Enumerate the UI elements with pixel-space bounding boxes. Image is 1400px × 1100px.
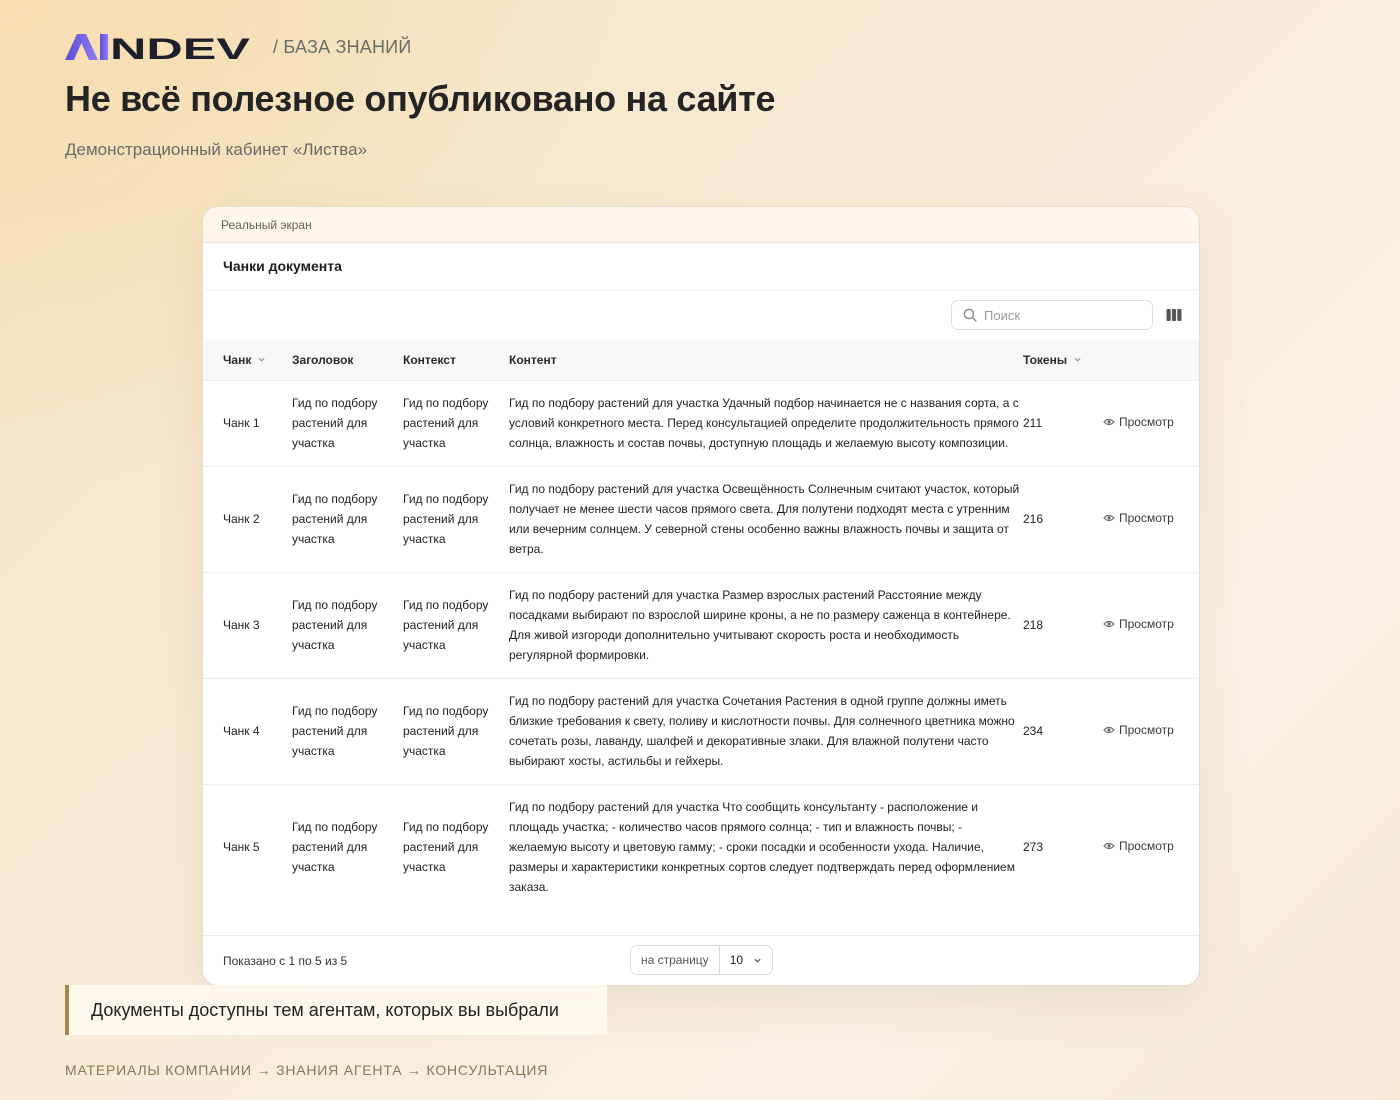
cell-context: Гид по подбору растений для участка (403, 704, 489, 758)
table-toolbar (203, 290, 1199, 340)
cell-title: Гид по подбору растений для участка (292, 704, 378, 758)
callout-note: Документы доступны тем агентам, которых вы выбрали (65, 985, 607, 1035)
aindev-logo-mark (65, 34, 251, 60)
cell-tokens: 211 (1023, 416, 1043, 430)
per-page-value: 10 (729, 953, 744, 967)
eye-icon (1103, 724, 1115, 736)
header (65, 32, 411, 62)
cell-tokens: 216 (1023, 512, 1044, 526)
cell-context: Гид по подбору растений для участка (403, 820, 489, 874)
cell-context: Гид по подбору растений для участка (403, 492, 489, 546)
cell-action (1103, 380, 1199, 466)
view-button[interactable] (1103, 508, 1174, 528)
cell-title: Гид по подбору растений для участка (292, 598, 378, 652)
column-header-chunk[interactable]: Чанк (203, 340, 292, 380)
cell-content: Гид по подбору растений для участка Что сообщить консультанту - расположение и площадь участка; - количество часов прямого солнца; - тип и влажность почвы; - желаемую высоту и цветовую гамму; - сроки посадки и особенности ухода. Наличие, размеры и характеристики конкретных сортов следует подтверждать перед оформлением заказа. (509, 799, 1015, 894)
aindev-logo[interactable] (65, 32, 251, 62)
search-input[interactable] (984, 308, 1134, 323)
view-button-label: Просмотр (1119, 511, 1174, 525)
cell-content: Гид по подбору растений для участка Освещённость Солнечным считают участок, который получает не менее шести часов прямого света. Для полутени подходят места с утренним или вечерним солнцем. У северной стены особенно важны влажность почвы и защита от ветра. (509, 481, 1020, 556)
screen-card (202, 206, 1200, 986)
eye-icon (1103, 840, 1115, 852)
page-title: Не всё полезное опубликовано на сайте (65, 78, 776, 119)
cell-context: Гид по подбору растений для участка (403, 598, 489, 652)
cell-action (1103, 572, 1199, 678)
screen-label: Реальный экран (203, 207, 1199, 243)
cell-title: Гид по подбору растений для участка (292, 396, 378, 450)
cell-tokens: 218 (1023, 618, 1044, 632)
breadcrumb[interactable]: / БАЗА ЗНАНИЙ (273, 36, 412, 57)
table-row (203, 678, 1199, 784)
eye-icon (1103, 512, 1115, 524)
search-icon (963, 308, 977, 322)
cell-action (1103, 678, 1199, 784)
view-button[interactable] (1103, 720, 1174, 740)
view-button-label: Просмотр (1119, 415, 1174, 429)
chunks-table (203, 340, 1199, 910)
search-box[interactable] (951, 300, 1153, 330)
per-page-label: на страницу (631, 946, 720, 974)
columns-toggle-button[interactable] (1165, 306, 1183, 324)
table-row (203, 466, 1199, 572)
eye-icon (1103, 618, 1115, 630)
cell-content: Гид по подбору растений для участка Сочетания Растения в одной группе должны иметь близкие требования к свету, поливу и кислотности почвы. Для солнечного цветника можно сочетать розы, лаванду, шалфей и декоративные злаки. Для влажной полутени часто выбирают хосты, астильбы и гейхеры. (509, 693, 1015, 768)
cell-tokens: 234 (1023, 724, 1044, 738)
view-button-label: Просмотр (1119, 723, 1174, 737)
cell-action (1103, 784, 1199, 910)
columns-icon (1166, 308, 1182, 322)
eye-icon (1103, 416, 1115, 428)
chevron-down-icon (753, 956, 762, 965)
cell-content: Гид по подбору растений для участка Удачный подбор начинается не с названия сорта, а с условий конкретного места. Перед консультацией определите продолжительность прямого солнца, влажность и состав почвы, доступную площадь и желаемую высоту композиции. (509, 395, 1019, 450)
view-button-label: Просмотр (1119, 617, 1174, 631)
column-header-content: Контент (509, 352, 557, 367)
cell-chunk: Чанк 4 (223, 724, 260, 738)
cell-title: Гид по подбору растений для участка (292, 492, 378, 546)
view-button[interactable] (1103, 836, 1174, 856)
column-header-title: Заголовок (292, 352, 354, 367)
view-button[interactable] (1103, 412, 1174, 432)
table-row (203, 572, 1199, 678)
view-button[interactable] (1103, 614, 1174, 634)
flow-path: МАТЕРИАЛЫ КОМПАНИИ → ЗНАНИЯ АГЕНТА → КОНСУЛЬТАЦИЯ (65, 1062, 549, 1078)
table-row (203, 784, 1199, 910)
per-page-select[interactable] (720, 946, 772, 974)
cell-chunk: Чанк 1 (223, 416, 260, 430)
cell-context: Гид по подбору растений для участка (403, 396, 489, 450)
table-row (203, 380, 1199, 466)
chevron-down-icon (257, 355, 266, 364)
cell-title: Гид по подбору растений для участка (292, 820, 378, 874)
cell-content: Гид по подбору растений для участка Размер взрослых растений Расстояние между посадками выбирают по взрослой ширине кроны, а не по размеру саженца в контейнере. Для живой изгороди дополнительно учитывают скорость роста и необходимость регулярной формировки. (509, 587, 1011, 662)
pagination-summary: Показано с 1 по 5 из 5 (223, 953, 348, 968)
column-header-actions (1103, 340, 1199, 380)
cell-action (1103, 466, 1199, 572)
cell-chunk: Чанк 3 (223, 618, 260, 632)
table-footer (203, 935, 1199, 985)
view-button-label: Просмотр (1119, 839, 1174, 853)
cell-chunk: Чанк 2 (223, 512, 260, 526)
svg-text:NDEV: NDEV (110, 34, 250, 60)
column-header-context: Контекст (403, 352, 456, 367)
panel-title: Чанки документа (203, 243, 1199, 290)
chevron-down-icon (1073, 355, 1082, 364)
page-subtitle: Демонстрационный кабинет «Листва» (65, 140, 368, 159)
column-header-tokens[interactable]: Токены (1023, 340, 1103, 380)
table-header-row (203, 340, 1199, 380)
cell-tokens: 273 (1023, 840, 1044, 854)
cell-chunk: Чанк 5 (223, 840, 260, 854)
per-page-control (630, 945, 773, 975)
